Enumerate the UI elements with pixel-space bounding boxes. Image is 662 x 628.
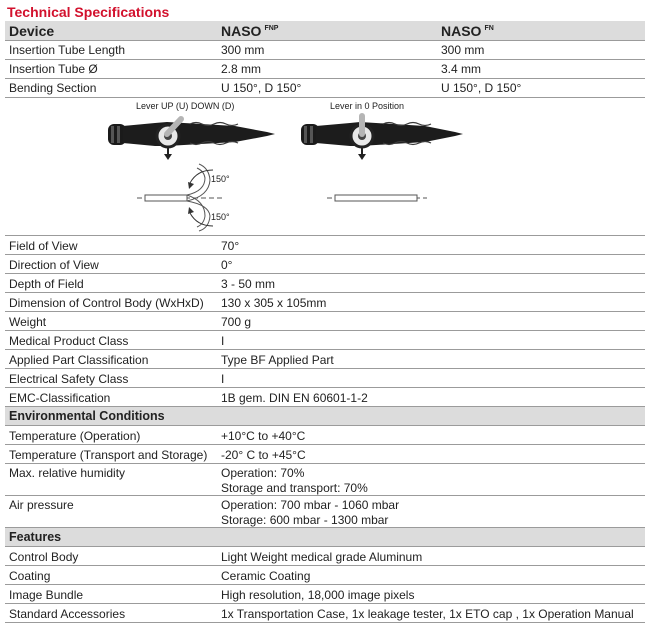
table-row: [5, 426, 645, 445]
table-row: [5, 496, 645, 528]
row-value-line2: Storage: 600 mbar - 1300 mbar: [221, 513, 389, 527]
table-row: [5, 236, 645, 255]
row-value: Type BF Applied Part: [221, 353, 334, 367]
row-value-line1: Operation: 70%: [221, 466, 305, 480]
row-value: 700 g: [221, 315, 252, 329]
row-label: Insertion Tube Ø: [9, 62, 98, 76]
row-label: Field of View: [9, 239, 78, 253]
row-label: Dimension of Control Body (WxHxD): [9, 296, 204, 310]
endoscope-drawings: [5, 98, 645, 236]
table-row: [5, 585, 645, 604]
section-header-features: [5, 528, 645, 547]
table-row: [5, 41, 645, 60]
angle-down-label: 150°: [211, 212, 230, 222]
model-sup-fnp: FNP: [264, 25, 279, 32]
row-label: Insertion Tube Length: [9, 43, 126, 57]
left-figure-caption: Lever UP (U) DOWN (D): [136, 101, 235, 111]
table-row: [5, 566, 645, 585]
row-value-fn: 300 mm: [441, 43, 485, 57]
row-value: 1x Transportation Case, 1x leakage tester, 1x ETO cap , 1x Operation Manual: [221, 607, 634, 621]
row-value: I: [221, 334, 225, 348]
table-row: [5, 445, 645, 464]
row-label: Temperature (Transport and Storage): [9, 448, 208, 462]
endoscope-left-image: [108, 119, 275, 160]
row-label: Applied Part Classification: [9, 353, 149, 367]
table-row: [5, 255, 645, 274]
table-row: [5, 350, 645, 369]
row-value: 0°: [221, 258, 233, 272]
row-label: Weight: [9, 315, 47, 329]
angle-up-label: 150°: [211, 174, 230, 184]
table-row: [5, 60, 645, 79]
row-label: Electrical Safety Class: [9, 372, 129, 386]
row-value-fnp: 2.8 mm: [221, 62, 262, 76]
table-row: [5, 312, 645, 331]
row-label: Image Bundle: [9, 588, 84, 602]
model-name-fn: NASO: [441, 23, 482, 39]
model-sup-fn: FN: [484, 25, 494, 32]
section-heading: Features: [9, 530, 62, 544]
row-value-line2: Storage and transport: 70%: [221, 481, 368, 495]
row-value: -20° C to +45°C: [221, 448, 306, 462]
table-row: [5, 388, 645, 407]
table-row: [5, 293, 645, 312]
table-row: [5, 79, 645, 98]
row-value: 3 - 50 mm: [221, 277, 276, 291]
table-row: [5, 547, 645, 566]
section-heading: Environmental Conditions: [9, 409, 165, 423]
row-label: EMC-Classification: [9, 391, 111, 405]
row-value: 1B gem. DIN EN 60601-1-2: [221, 391, 368, 405]
table-row: [5, 369, 645, 388]
device-header-row: [5, 21, 645, 41]
row-label: Temperature (Operation): [9, 429, 141, 443]
device-header-label: Device: [9, 23, 55, 39]
row-label: Medical Product Class: [9, 334, 129, 348]
table-row: [5, 331, 645, 350]
bending-illustration: [5, 98, 645, 236]
model-header-fn: [441, 23, 494, 39]
row-value-fnp: U 150°, D 150°: [221, 81, 302, 95]
straight-tube-diagram: [327, 195, 427, 201]
row-value: 130 x 305 x 105mm: [221, 296, 327, 310]
row-label: Depth of Field: [9, 277, 84, 291]
row-value-line1: Operation: 700 mbar - 1060 mbar: [221, 498, 400, 512]
row-value: Ceramic Coating: [221, 569, 311, 583]
row-value-fnp: 300 mm: [221, 43, 265, 57]
row-value-fn: U 150°, D 150°: [441, 81, 522, 95]
endoscope-right-image: [301, 116, 463, 160]
row-value: Light Weight medical grade Aluminum: [221, 550, 423, 564]
row-label: Coating: [9, 569, 51, 583]
row-value: High resolution, 18,000 image pixels: [221, 588, 415, 602]
section-header-environmental: [5, 407, 645, 426]
row-label: Control Body: [9, 550, 79, 564]
row-label: Bending Section: [9, 81, 97, 95]
row-value: +10°C to +40°C: [221, 429, 306, 443]
page-title: Technical Specifications: [7, 4, 170, 20]
row-value-fn: 3.4 mm: [441, 62, 482, 76]
model-name-fnp: NASO: [221, 23, 262, 39]
table-row: [5, 274, 645, 293]
row-value: 70°: [221, 239, 240, 253]
model-header-fnp: [221, 23, 278, 39]
row-value: I: [221, 372, 225, 386]
row-label: Direction of View: [9, 258, 99, 272]
table-row: [5, 464, 645, 496]
right-figure-caption: Lever in 0 Position: [330, 101, 405, 111]
row-label: Air pressure: [9, 498, 74, 512]
row-label: Max. relative humidity: [9, 466, 126, 480]
row-label: Standard Accessories: [9, 607, 126, 621]
table-row: [5, 604, 645, 623]
